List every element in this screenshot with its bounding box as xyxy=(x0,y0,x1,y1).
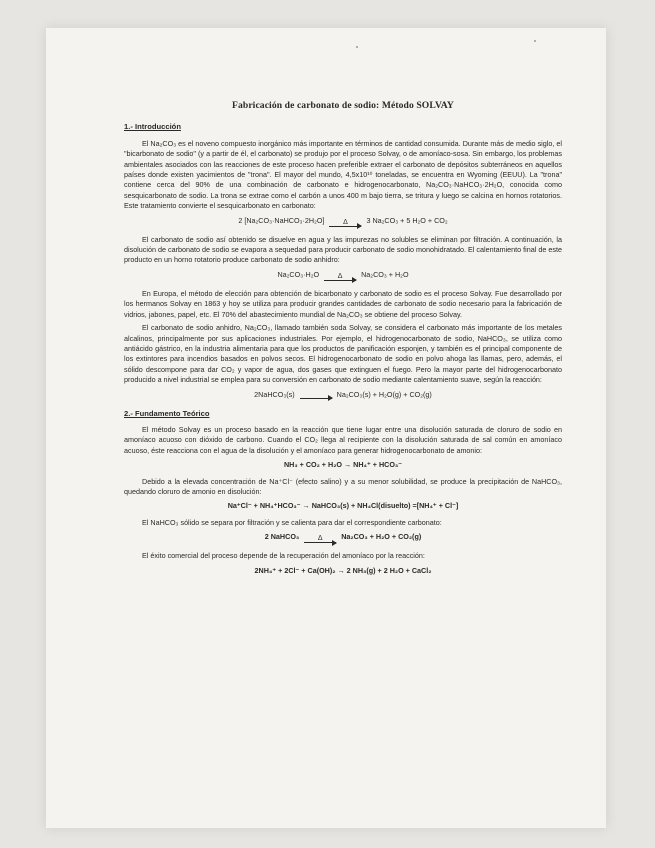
equation-left: 2 NaHCO₃ xyxy=(264,532,300,542)
paragraph: El Na₂CO₃ es el noveno compuesto inorgánico más importante en términos de cantidad consumida. Durante más de medio siglo, el "bicarbonato de sodio" (y a partir de él, el carbonato) se produjo por el proceso Solvay, o de amoníaco-sosa. Sin embargo, los problemas ambientales asociados con las reacciones de este proceso hacen preferible extraer el carbonato de depósitos subterráneos en aquellos países donde existen yacimientos de "trona". El mayor del mundo, 4,5x10¹⁰ toneladas, se encuentra en Wyoming (EEUU). La "trona" contiene cerca del 90% de una combinación de carbonato e hidrogenocarbonato, Na₂CO₃·NaHCO₃·2H₂O, conocida como sesquicarbonato de sodio. La trona se extrae como el carbón a unos 400 m bajo tierra, se tritura y luego se calcina en hornos rotatorios. Este tratamiento convierte el sesquicarbonato en carbonato: xyxy=(124,138,562,211)
heat-symbol: Δ xyxy=(343,218,348,226)
document-body xyxy=(124,101,562,582)
equation-right: Na₂CO₃ + H₂O xyxy=(361,269,409,279)
document-title: Fabricación de carbonato de sodio: Método SOLVAY xyxy=(232,100,454,111)
equation-carbonate-formation xyxy=(124,532,562,545)
section-heading-introduccion: 1.- Introducción xyxy=(124,122,181,132)
equation-ammonium-bicarbonate: NH₃ + CO₂ + H₂O → NH₄⁺ + HCO₃⁻ xyxy=(283,460,403,470)
equation-right: Na₂CO₃ + H₂O + CO₂(g) xyxy=(341,532,422,542)
reaction-arrow-icon xyxy=(304,535,336,545)
equation-monohydrate-heating xyxy=(124,270,562,283)
paragraph: El carbonato de sodio anhidro, Na₂CO₃, llamado también soda Solvay, se considera el carbonato más importante de los metales alcalinos, principalmente por sus aplicaciones industriales. Por ejemplo, el hidrogenocarbonato de sodio, NaHCO₃, se utiliza como antiácido gástrico, en la industria alimentaria para que los productos de panificación esponjen, y también es el principal componente de los extintores para incendios basados en polvos secos. El hidrogenocarbonato de sodio en polvo ahoga las llamas, pero, además, el sólido descompone para dar CO₂ y vapor de agua, dos gases que extinguen el fuego. Pero la mayor parte del hidrogenocarbonato producido a nivel industrial se emplea para su conversión en carbonato de sodio mediante calentamiento suave, según la reacción: xyxy=(124,323,562,385)
paragraph: En Europa, el método de elección para obtención de bicarbonato y carbonato de sodio es el proceso Solvay. Fue desarrollado por los hermanos Solvay en 1863 y hoy se utiliza para producir grandes cantidades de carbonato de sodio necesario para la fabricación de vidrios, jabones, papel, etc. El 70% del abastecimiento mundial de Na₂CO₃ se obtiene del proceso Solvay. xyxy=(124,288,562,319)
reaction-arrow-icon xyxy=(324,273,356,283)
equation-left: 2NaHCO₃(s) xyxy=(254,389,295,399)
reaction-arrow-icon xyxy=(300,398,332,401)
heat-symbol: Δ xyxy=(337,272,343,280)
equation-ammonia-recovery: 2NH₄⁺ + 2Cl⁻ + Ca(OH)₂ → 2 NH₃(g) + 2 H₂O + CaCl₂ xyxy=(254,565,432,575)
paragraph: El NaHCO₃ sólido se separa por filtración y se calienta para dar el correspondiente carbonato: xyxy=(142,517,442,527)
section-heading-fundamento: 2.- Fundamento Teórico xyxy=(124,408,210,418)
reaction-arrow-icon xyxy=(329,219,361,229)
paper-speck xyxy=(534,40,536,42)
document-page xyxy=(46,28,606,828)
paragraph: Debido a la elevada concentración de Na⁺Cl⁻ (efecto salino) y a su menor solubilidad, se produce la precipitación de NaHCO₃, quedando cloruro de amonio en disolución: xyxy=(124,476,562,496)
equation-left: 2 [Na₂CO₃·NaHCO₃·2H₂O] xyxy=(238,215,325,225)
paragraph: El carbonato de sodio así obtenido se disuelve en agua y las impurezas no solubles se eliminan por filtración. A continuación, la disolución de carbonato de sodio se evapora a sequedad para producir carbonato de sodio monohidratado. El calentamiento final de este producto en un horno rotatorio produce carbonato de sodio anhidro: xyxy=(124,234,562,265)
equation-bicarbonate-decomposition xyxy=(124,390,562,401)
equation-right: 3 Na₂CO₃ + 5 H₂O + CO₂ xyxy=(366,215,448,225)
paragraph: El método Solvay es un proceso basado en la reacción que tiene lugar entre una disolución saturada de cloruro de sodio en amoníaco acuoso con dióxido de carbono. Cuando el CO₂ llega al recipiente con la disolución saturada de sal común en amoníaco acuoso, éste reacciona con el agua de la disolución y el amoníaco para generar hidrogenocarbonato de amonio: xyxy=(124,424,562,455)
heat-symbol: Δ xyxy=(317,535,323,543)
equation-right: Na₂CO₃(s) + H₂O(g) + CO₂(g) xyxy=(336,389,432,399)
paragraph: El éxito comercial del proceso depende de la recuperación del amoníaco por la reacción: xyxy=(142,551,425,561)
equation-trona-calcination xyxy=(124,216,562,229)
equation-left: Na₂CO₃·H₂O xyxy=(277,269,320,279)
equation-precipitation: Na⁺Cl⁻ + NH₄⁺HCO₃⁻ → NaHCO₃(s) + NH₄Cl(disuelto) =[NH₄⁺ + Cl⁻] xyxy=(227,501,459,511)
paper-speck xyxy=(356,46,358,48)
